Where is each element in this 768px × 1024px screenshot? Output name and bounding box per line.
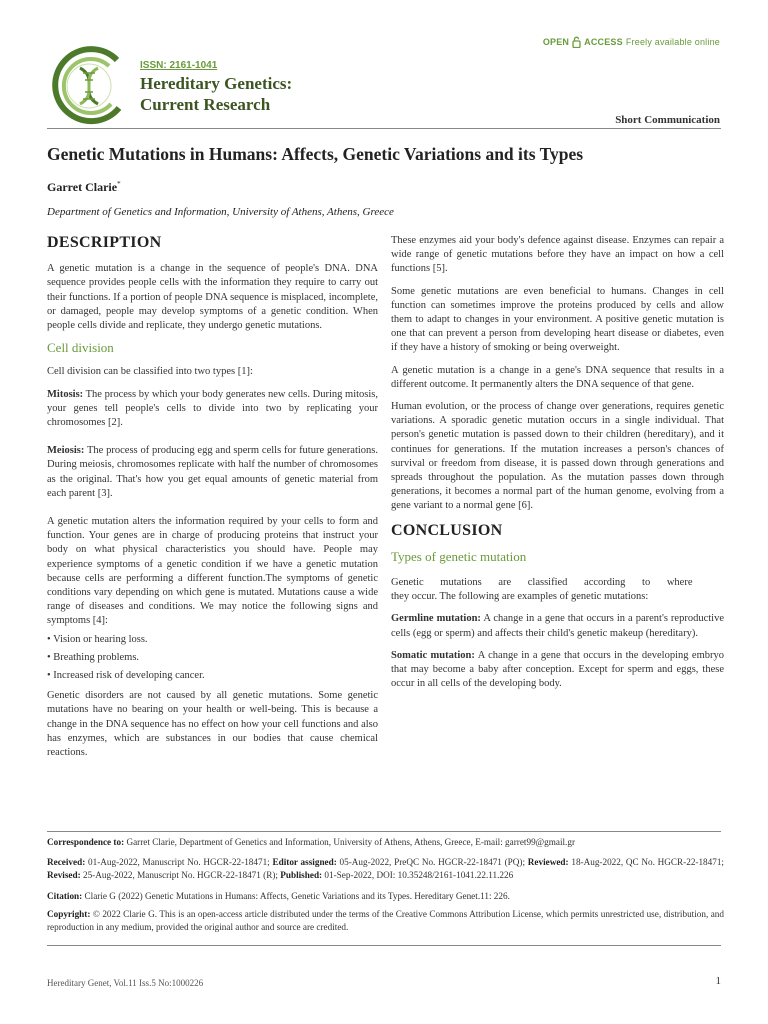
dna-logo-icon — [47, 46, 133, 126]
footer-divider-bottom — [47, 945, 721, 946]
somatic-term: Somatic mutation: — [391, 649, 475, 661]
article-type: Short Communication — [615, 114, 720, 126]
classification-line2: they occur. The following are examples of genetic mutations: — [391, 591, 649, 603]
revised-text: 25-Aug-2022, Manuscript No. HGCR-22-18471 (R); — [80, 870, 281, 880]
paragraph: Human evolution, or the process of change over generations, requires genetic variations. A sporadic genetic mutation occurs in a single individual. That person's genetic mutation is passed down to their children (hereditary), and it continues for generations. If the mutation increases a person's chances of survival or freedom from disease, it is passed down through generations and spreads throughout the population. As the mutation passes down through generations, it becomes a normal part of the human genome, evolving from a gene variant to a normal gene [6]. — [391, 401, 724, 512]
citation-text: Clarie G (2022) Genetic Mutations in Humans: Affects, Genetic Variations and its Types. Hereditary Genet.11: 226. — [82, 891, 510, 901]
reviewed-text: 18-Aug-2022, QC No. HGCR-22-18471; — [568, 857, 724, 867]
correspondence — [47, 836, 724, 849]
list-item: • Breathing problems. — [47, 651, 140, 663]
paragraph: Cell division can be classified into two types [1]: — [47, 366, 253, 378]
citation-label: Citation: — [47, 891, 83, 901]
correspondence-text: Garret Clarie, Department of Genetics and Information, University of Athens, Athens, Greece, E-mail: garret99@gmail.gr — [124, 837, 576, 847]
symptom-list — [47, 633, 378, 684]
germline-term: Germline mutation: — [391, 613, 481, 625]
page-number: 1 — [715, 975, 721, 987]
running-footer: Hereditary Genet, Vol.11 Iss.5 No:1000226 — [47, 978, 204, 988]
list-item: • Vision or hearing loss. — [47, 633, 148, 645]
open-lock-icon — [572, 36, 581, 48]
somatic-paragraph — [391, 649, 724, 692]
meiosis-text: The process of producing egg and sperm cells for future generations. During meiosis, chromosomes replicate with half the number of chromosomes as the original. That's how you get equal amounts of genetic material from each parent [3]. — [47, 445, 378, 499]
germline-paragraph — [391, 612, 724, 640]
list-item: • Increased risk of developing cancer. — [47, 670, 205, 682]
reviewed-label: Reviewed: — [527, 857, 569, 867]
germline-text: A change in a gene that occurs in a parent's reproductive cells (egg or sperm) and affects their child's genetic makeup (hereditary). — [391, 613, 724, 639]
revised-label: Revised: — [47, 870, 81, 880]
copyright-text: © 2022 Clarie G. This is an open-access article distributed under the terms of the Creative Commons Attribution License, which permits unrestricted use, distribution, and reproduction in any medium, provided the original author and source are credited. — [47, 909, 724, 932]
article-title: Genetic Mutations in Humans: Affects, Genetic Variations and its Types — [47, 144, 584, 164]
received-text: 01-Aug-2022, Manuscript No. HGCR-22-18471; — [85, 857, 273, 867]
mitosis-term: Mitosis: — [47, 388, 84, 400]
paragraph: A genetic mutation alters the information required by your cells to form and function. Your genes are in charge of producing proteins that instruct your body on what physical characteristics you should have. People may experience symptoms of a genetic condition if we have a genetic mutation because cells are performing a different function.The symptoms of genetic conditions vary depending on which gene is mutated. Mutations cause a wide range of diseases and conditions. We may notice the following signs and symptoms [4]: — [47, 516, 378, 627]
open-access-tagline: Freely available online — [625, 37, 720, 47]
meiosis-term: Meiosis: — [47, 445, 85, 457]
mitosis-text: The process by which your body generates new cells. During mitosis, your genes tell people's cells to divide into two by replicating your chromosomes [2]. — [47, 388, 378, 429]
mitosis-paragraph — [47, 388, 378, 431]
somatic-text: A change in a gene that occurs in the developing embryo that may become a baby after conception. Except for sperm and eggs, these occur in all cells of the developing body. — [391, 649, 724, 690]
paragraph: A genetic mutation is a change in a gene's DNA sequence that results in a different outcome. It permanently alters the DNA sequence of that gene. — [391, 364, 724, 390]
journal-title-line1: Hereditary Genetics: — [140, 74, 293, 93]
paragraph: These enzymes aid your body's defence against disease. Enzymes can repair a wide range of genetic mutations before they have an impact on how a cell functions [5]. — [391, 235, 724, 275]
published-label: Published: — [280, 870, 323, 880]
classification-paragraph — [391, 576, 724, 604]
editor-text: 05-Aug-2022, PreQC No. HGCR-22-18471 (PQ); — [336, 857, 528, 867]
received-label: Received: — [47, 857, 86, 867]
author-mark: * — [117, 180, 121, 188]
author — [47, 180, 121, 195]
description-heading: DESCRIPTION — [47, 234, 162, 251]
journal-title — [140, 73, 292, 115]
article-history — [47, 856, 724, 882]
cell-division-heading: Cell division — [47, 340, 114, 356]
open-access-badge — [543, 36, 720, 48]
classification-line1: Genetic mutations are classified according to where — [391, 577, 693, 589]
issn-link[interactable]: ISSN: 2161-1041 — [140, 60, 218, 71]
editor-label: Editor assigned: — [272, 857, 337, 867]
affiliation: Department of Genetics and Information, University of Athens, Athens, Greece — [47, 206, 394, 218]
right-column — [391, 234, 724, 699]
open-access-open: OPEN — [542, 37, 570, 47]
copyright-label: Copyright: — [47, 909, 91, 919]
left-column — [47, 236, 378, 768]
types-heading: Types of genetic mutation — [391, 548, 527, 564]
meiosis-paragraph — [47, 444, 378, 501]
footer-divider-top — [47, 831, 721, 832]
published-text: 01-Sep-2022, DOI: 10.35248/2161-1041.22.11.226 — [322, 870, 514, 880]
correspondence-label: Correspondence to: — [47, 837, 125, 847]
paragraph: A genetic mutation is a change in the sequence of people's DNA. DNA sequence provides people cells with the information they require to carry out their functions. If a portion of people DNA sequence is misplaced, incomplete, or damaged, people may develop symptoms of a genetic condition. When people cells divide and replicate, they undergo genetic mutations. — [47, 263, 378, 332]
journal-title-line2: Current Research — [140, 95, 271, 114]
open-access-access: ACCESS — [584, 37, 623, 47]
copyright — [47, 908, 724, 934]
paragraph: Genetic disorders are not caused by all genetic mutations. Some genetic mutations have no bearing on your health or well-being. This is because a change in the DNA sequence has no effect on how your cell functions and also has enzymes, which are substances in our bodies that cause chemical reactions. — [47, 690, 378, 759]
paragraph: Some genetic mutations are even beneficial to humans. Changes in cell function can sometimes improve the proteins produced by cells and allow them to adapt to changes in your environment. A positive genetic mutation is one that can prevent a person from developing heart disease or diabetes, even if they have a history of smoking or being overweight. — [391, 285, 724, 354]
author-name: Garret Clarie — [47, 180, 118, 194]
citation — [47, 890, 724, 903]
conclusion-heading: CONCLUSION — [391, 521, 503, 539]
header-divider — [47, 128, 721, 129]
